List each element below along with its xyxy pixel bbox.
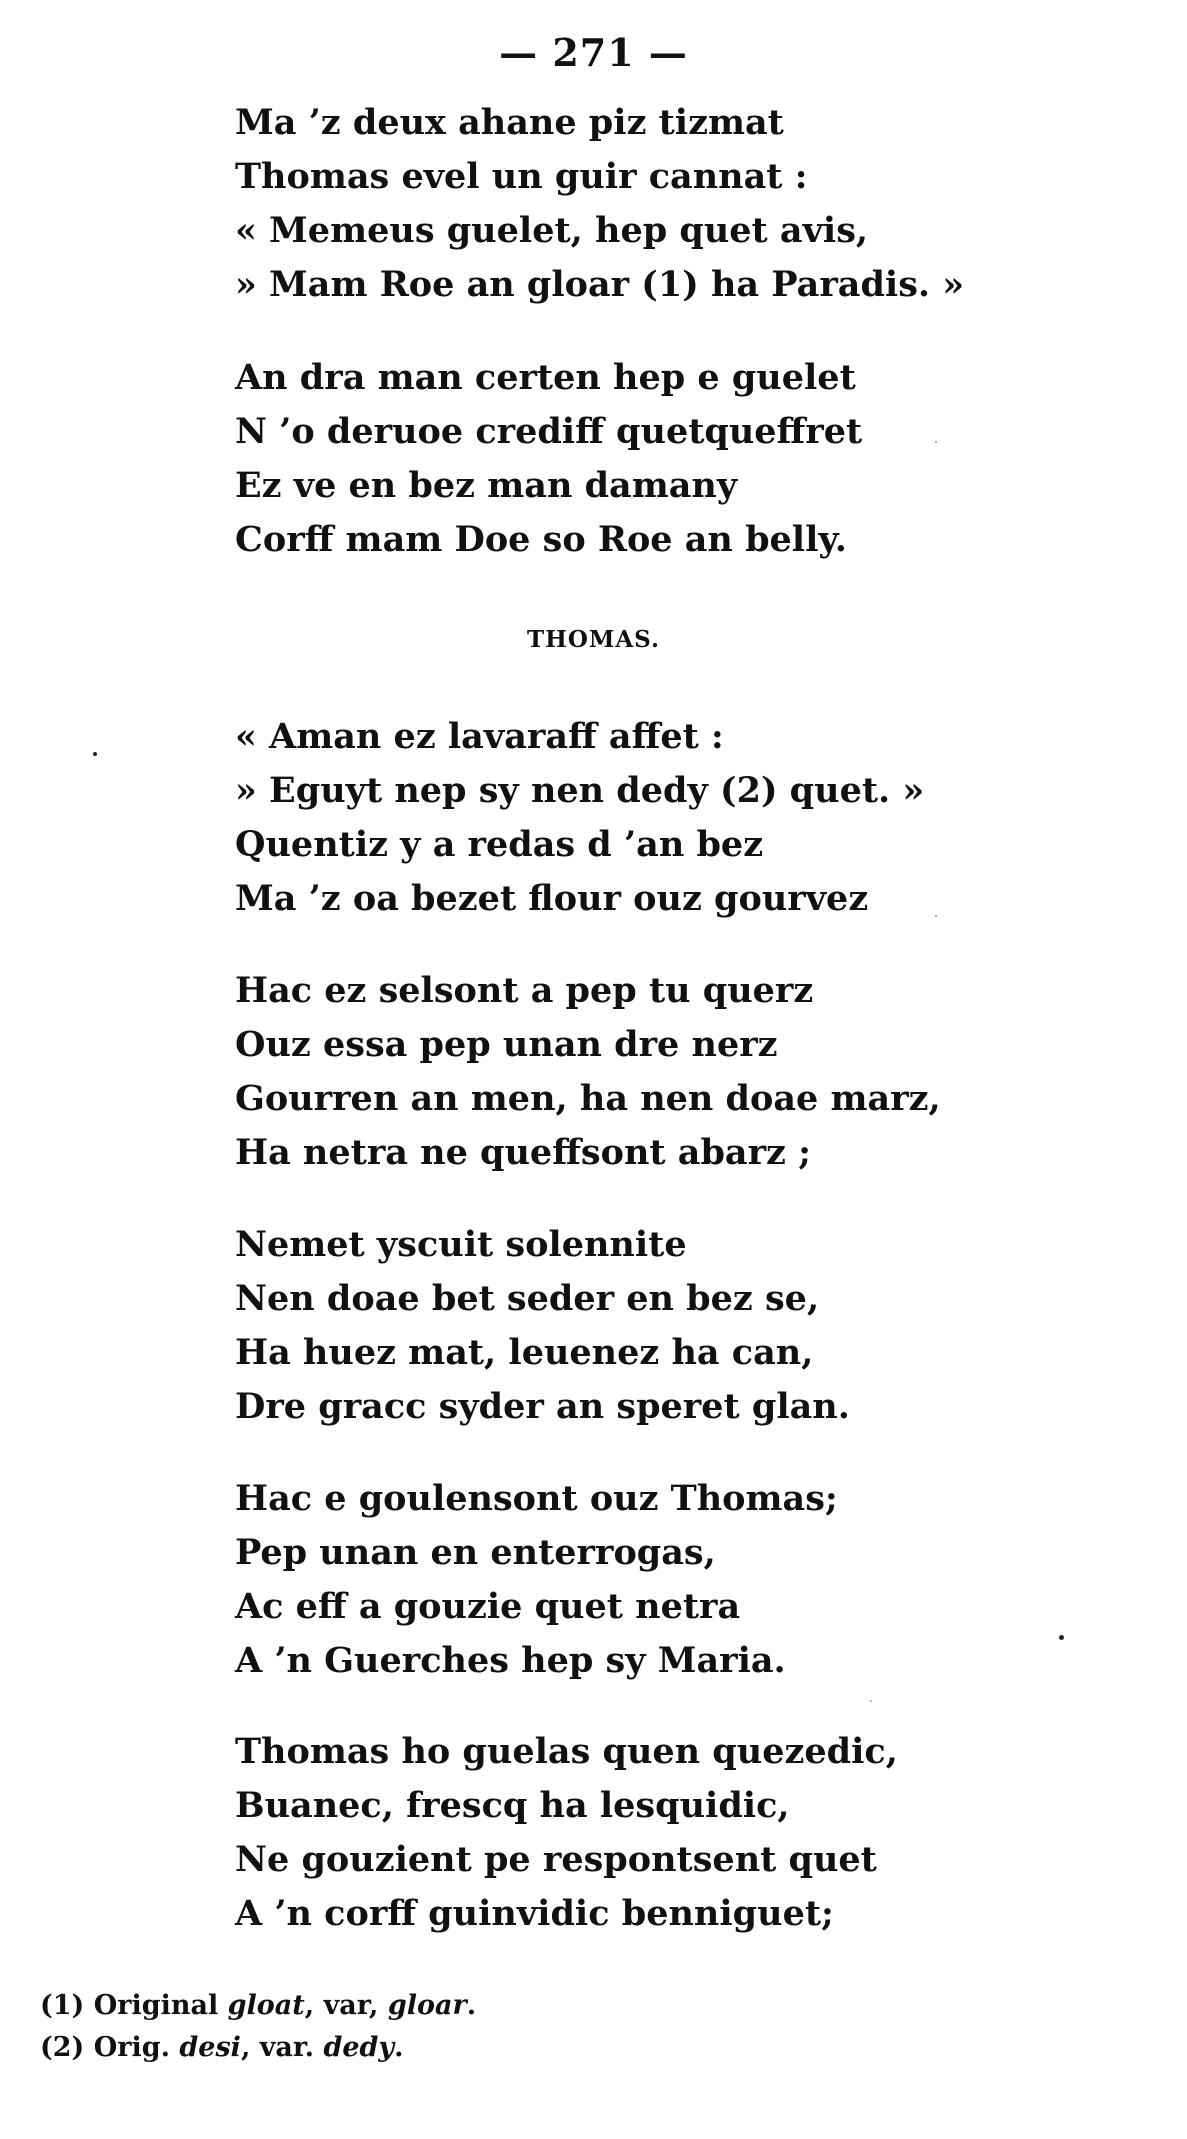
footnote-middle: , var. (240, 2032, 324, 2063)
verse-line: A ’n corff guinvidic benniguet; (235, 1893, 834, 1934)
stanza-3 (235, 710, 1035, 926)
scan-speck (93, 752, 97, 756)
footnote-middle: , var, (304, 1990, 388, 2021)
stanza-6 (235, 1472, 1035, 1688)
footnote-term: dedy (323, 2032, 395, 2063)
verse-line: Quentiz y a redas d ’an bez (235, 824, 764, 865)
verse-line: Thomas ho guelas quen quezedic, (235, 1731, 898, 1772)
footnote-term: desi (179, 2032, 241, 2063)
verse-line: Hac ez selsont a pep tu querz (235, 970, 814, 1011)
scan-speck (935, 441, 937, 443)
verse-line: Ez ve en bez man damany (235, 465, 738, 506)
scan-speck (935, 915, 937, 917)
verse-line: A ’n Guerches hep sy Maria. (235, 1640, 786, 1681)
verse-line: Corff mam Doe so Roe an belly. (235, 519, 847, 560)
footnote-suffix: . (394, 2032, 404, 2063)
stanza-5 (235, 1218, 1035, 1434)
stanza-7 (235, 1725, 1035, 1941)
footnote-1 (40, 1985, 1140, 2027)
verse-line: Buanec, frescq ha lesquidic, (235, 1785, 790, 1826)
verse-line: « Aman ez lavaraff affet : (235, 716, 724, 757)
stanza-4 (235, 964, 1035, 1180)
verse-line: » Mam Roe an gloar (1) ha Paradis. » (235, 264, 965, 305)
verse-line: N ’o deruoe crediff quetqueffret (235, 411, 863, 452)
verse-line: Dre gracc syder an speret glan. (235, 1386, 850, 1427)
stanza-2 (235, 351, 1035, 567)
verse-line: Nemet yscuit solennite (235, 1224, 687, 1265)
verse-line: Ouz essa pep unan dre nerz (235, 1024, 778, 1065)
speaker-heading: THOMAS. (527, 626, 660, 653)
footnote-suffix: . (466, 1990, 477, 2021)
footnote-prefix: (2) Orig. (40, 2032, 180, 2063)
verse-line: Ne gouzient pe respontsent quet (235, 1839, 877, 1880)
verse-line: Nen doae bet seder en bez se, (235, 1278, 820, 1319)
stanza-1 (235, 96, 1035, 312)
verse-line: Ma ’z deux ahane piz tizmat (235, 102, 784, 143)
verse-line: Ha netra ne queffsont abarz ; (235, 1132, 812, 1173)
verse-line: « Memeus guelet, hep quet avis, (235, 210, 869, 251)
verse-line: Ma ’z oa bezet flour ouz gourvez (235, 878, 869, 919)
verse-line: Pep unan en enterrogas, (235, 1532, 716, 1573)
verse-line: » Eguyt nep sy nen dedy (2) quet. » (235, 770, 925, 811)
verse-line: Thomas evel un guir cannat : (235, 156, 808, 197)
verse-line: Hac e goulensont ouz Thomas; (235, 1478, 838, 1519)
verse-line: Gourren an men, ha nen doae marz, (235, 1078, 941, 1119)
footnote-2 (40, 2027, 1140, 2069)
footnote-term: gloat (227, 1990, 305, 2021)
scan-speck (1059, 1635, 1064, 1640)
footnote-prefix: (1) Original (40, 1990, 228, 2021)
verse-line: Ha huez mat, leuenez ha can, (235, 1332, 814, 1373)
page-number: — 271 — (499, 30, 688, 75)
scan-speck (870, 1700, 872, 1702)
footnotes (40, 1985, 1140, 2069)
verse-line: Ac eff a gouzie quet netra (235, 1586, 741, 1627)
footnote-term: gloar (387, 1990, 467, 2021)
verse-line: An dra man certen hep e guelet (235, 357, 856, 398)
